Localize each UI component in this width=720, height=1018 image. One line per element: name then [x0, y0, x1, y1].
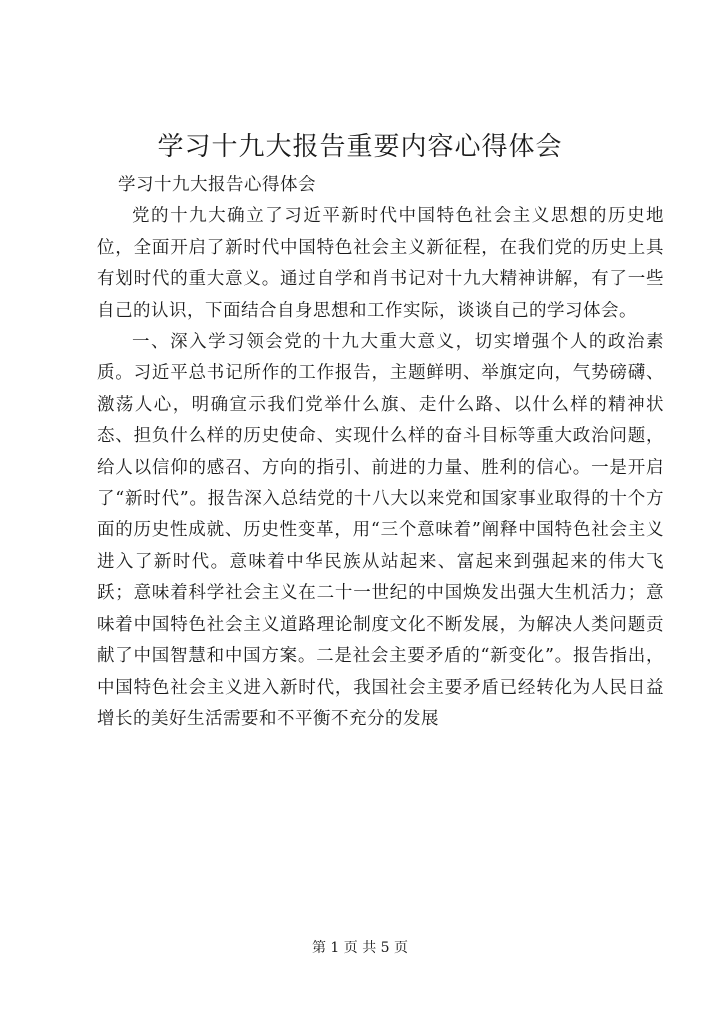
- document-body: [97, 170, 664, 735]
- document-title: 学习十九大报告重要内容心得体会: [157, 132, 563, 162]
- paragraph-section-one: 一、深入学习领会党的十九大重大意义，切实增强个人的政治素质。习近平总书记所作的工作报告，主题鲜明、举旗定向，气势磅礴、激荡人心，明确宣示我们党举什么旗、走什么路、以什么样的精神状态、担负什么样的历史使命、实现什么样的奋斗目标等重大政治问题，给人以信仰的感召、方向的指引、前进的力量、胜利的信心。一是开启了“新时代”。报告深入总结党的十八大以来党和国家事业取得的十个方面的历史性成就、历史性变革，用“三个意味着”阐释中国特色社会主义进入了新时代。意味着中华民族从站起来、富起来到强起来的伟大飞跃；意味着科学社会主义在二十一世纪的中国焕发出强大生机活力；意味着中国特色社会主义道路理论制度文化不断发展，为解决人类问题贡献了中国智慧和中国方案。二是社会主要矛盾的“新变化”。报告指出，中国特色社会主义进入新时代，我国社会主要矛盾已经转化为人民日益增长的美好生活需要和不平衡不充分的发展: [97, 332, 664, 729]
- document-subtitle: 学习十九大报告心得体会: [118, 175, 316, 195]
- paragraph-intro: 党的十九大确立了习近平新时代中国特色社会主义思想的历史地位，全面开启了新时代中国特色社会主义新征程，在我们党的历史上具有划时代的重大意义。通过自学和肖书记对十九大精神讲解，有了一些自己的认识，下面结合自身思想和工作实际，谈谈自己的学习体会。: [97, 206, 664, 321]
- page-footer: 第 1 页 共 5 页: [311, 940, 409, 956]
